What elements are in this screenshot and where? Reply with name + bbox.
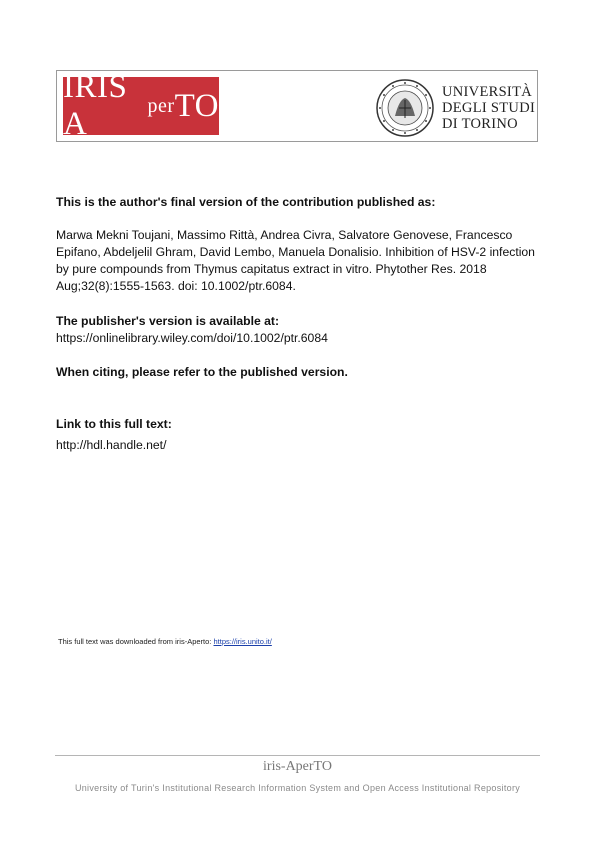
- university-line-3: DI TORINO: [442, 116, 518, 132]
- link-heading: Link to this full text:: [56, 417, 172, 431]
- footer-description: University of Turin's Institutional Research Information System and Open Access Institutional Repository: [74, 783, 521, 793]
- logo-text-part1: IRIS A: [63, 69, 128, 142]
- download-note: [58, 637, 272, 646]
- university-seal-icon: [375, 78, 435, 138]
- publisher-link[interactable]: https://onlinelibrary.wiley.com/doi/10.1002/ptr.6084: [56, 331, 328, 345]
- full-text-link[interactable]: http://hdl.handle.net/: [56, 438, 167, 452]
- footer-divider: [55, 755, 540, 756]
- iris-unito-link[interactable]: https://iris.unito.it/: [213, 637, 272, 646]
- citation-text: Marwa Mekni Toujani, Massimo Rittà, Andrea Civra, Salvatore Genovese, Francesco Epifano, Abdeljelil Ghram, David Lembo, Manuela Donalisio. Inhibition of HSV-2 infection by pure compounds from Thymus capitatus extract in vitro. Phytother Res. 2018 Aug;32(8):1555-1563. doi: 10.1002/ptr.6084.: [56, 228, 535, 293]
- footer-brand: iris-AperTO: [263, 759, 332, 774]
- iris-aperto-logo: [63, 69, 219, 142]
- university-line-1: UNIVERSITÀ: [442, 84, 532, 100]
- download-note-prefix: This full text was downloaded from iris-Aperto:: [58, 637, 214, 646]
- logo-text-part3: TO: [174, 87, 219, 124]
- university-name: [442, 84, 537, 132]
- citing-note: When citing, please refer to the published version.: [56, 365, 348, 379]
- university-line-2: DEGLI STUDI: [442, 100, 536, 116]
- logo-text-part2: per: [147, 94, 175, 117]
- intro-heading: This is the author's final version of the contribution published as:: [56, 195, 436, 209]
- publisher-heading: The publisher's version is available at:: [56, 314, 280, 328]
